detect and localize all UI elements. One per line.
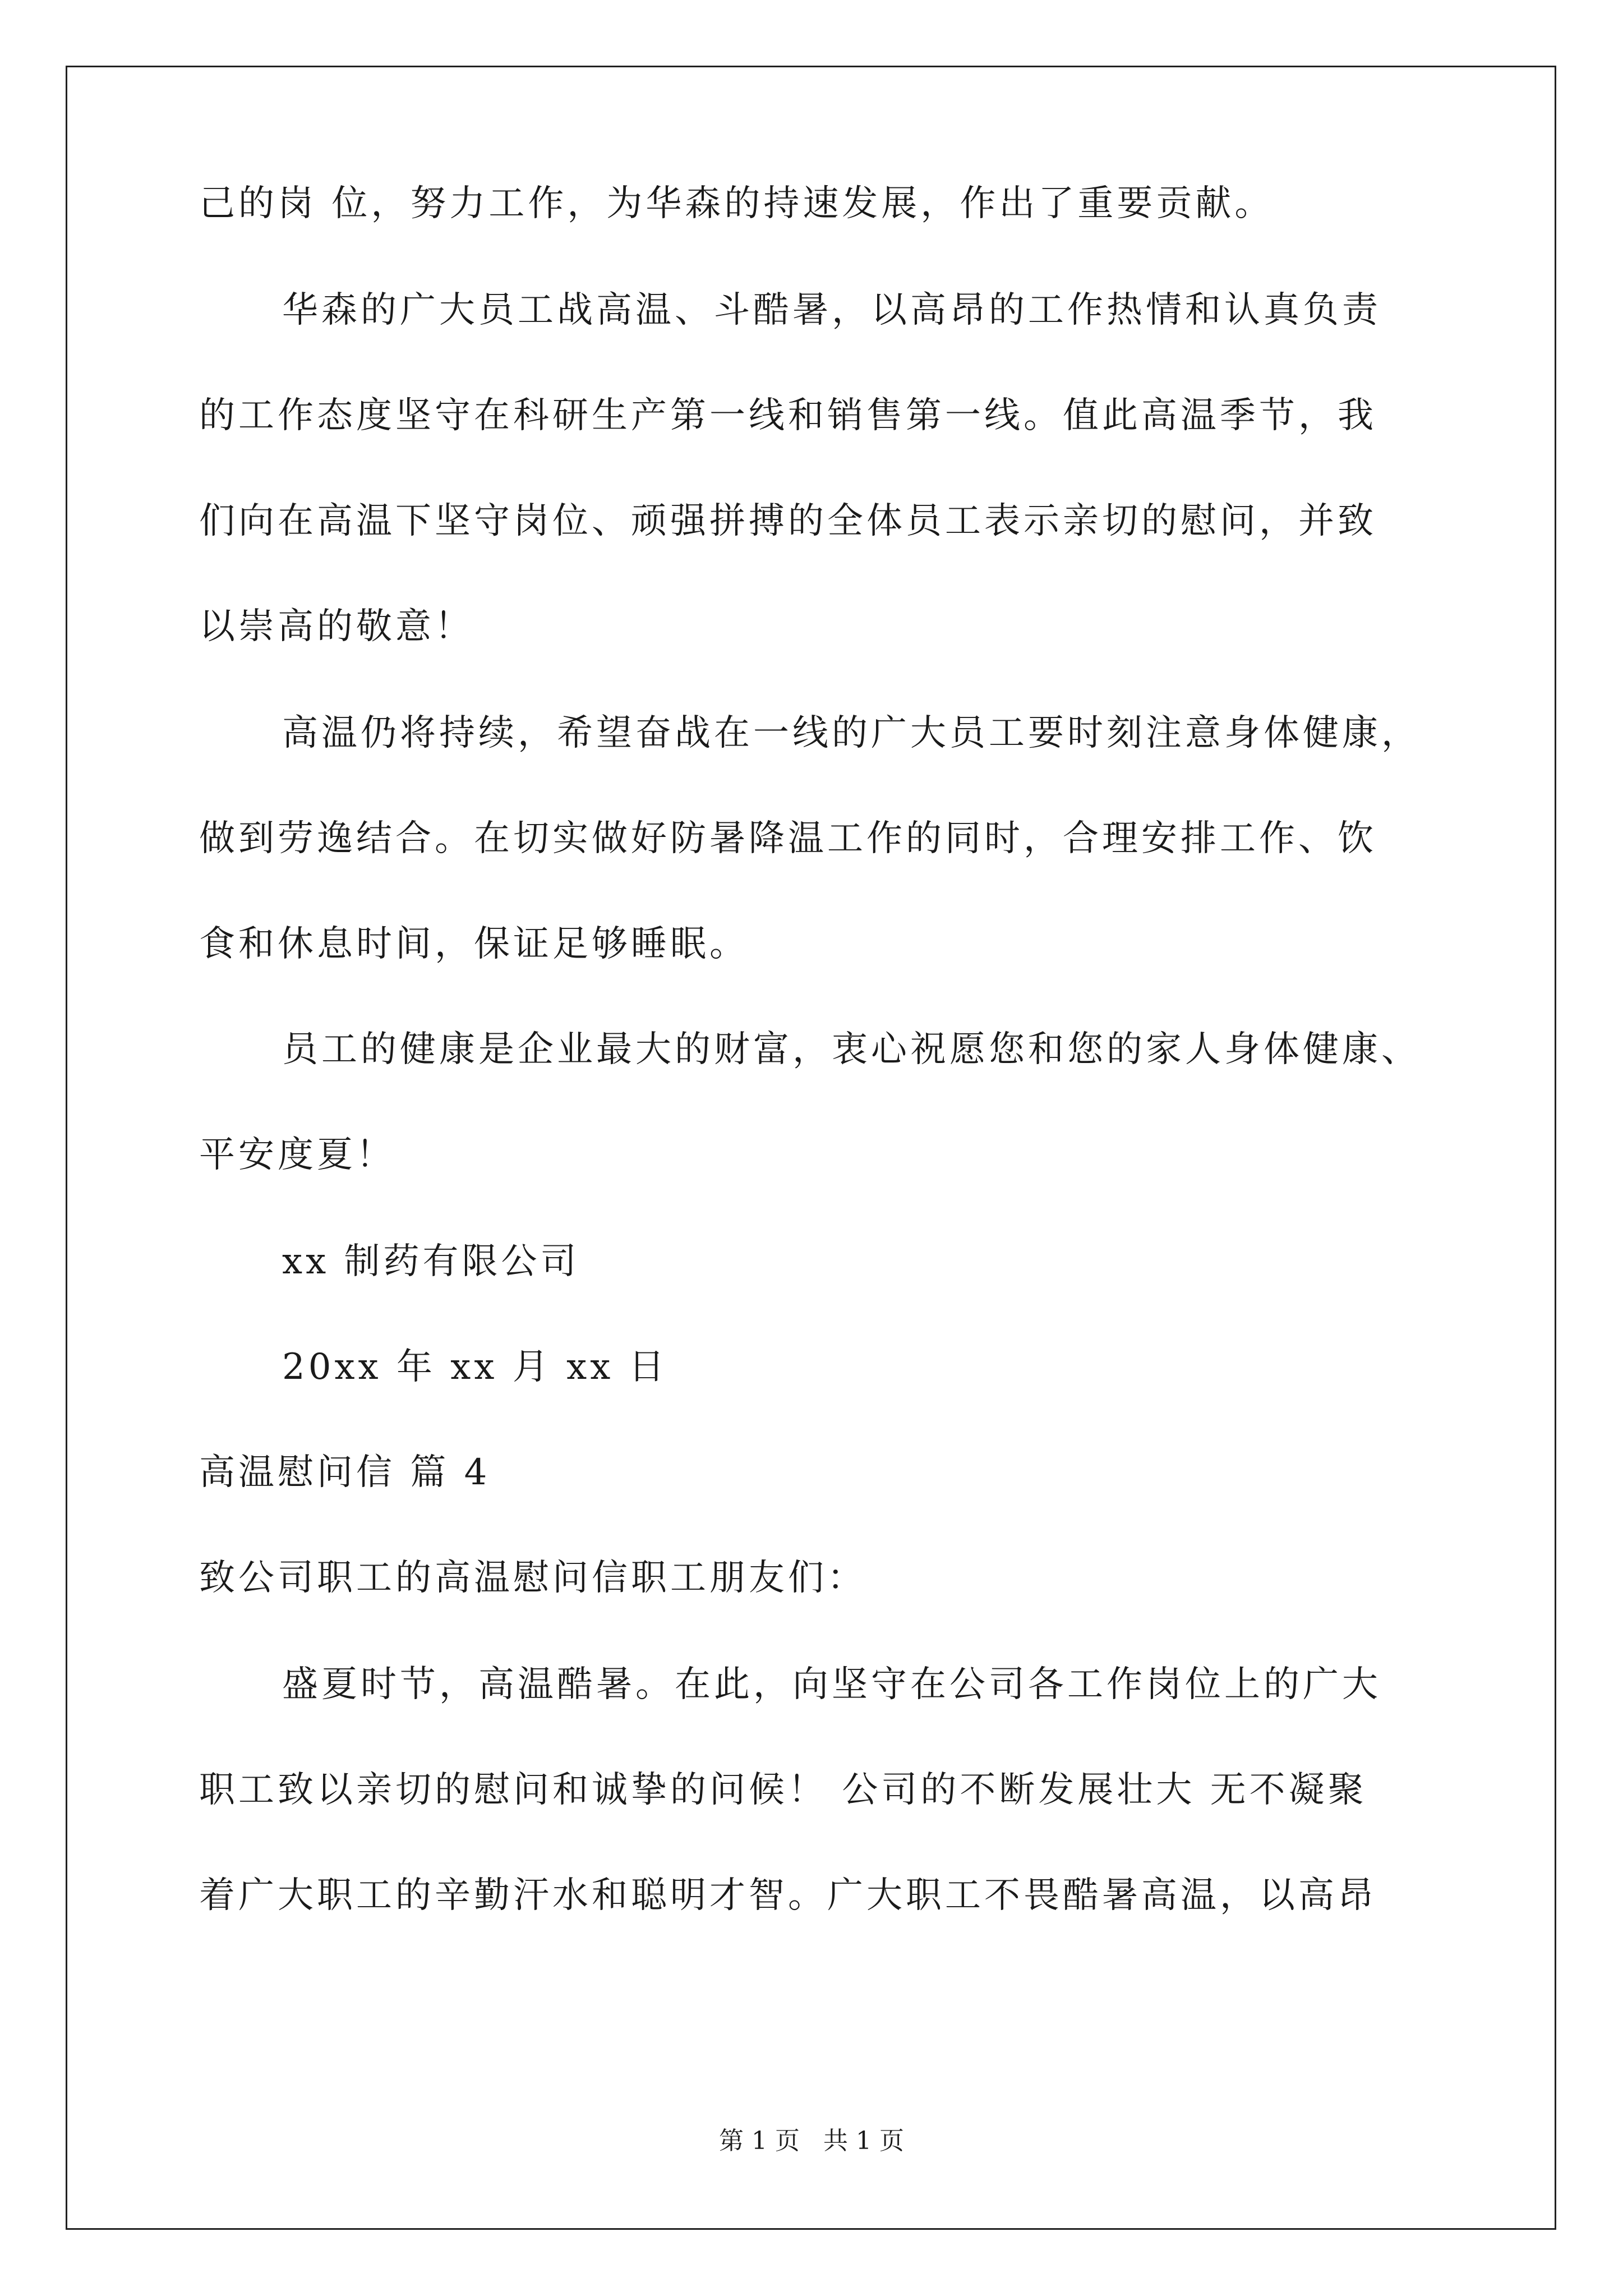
paragraph-start: 员工的健康是企业最大的财富，衷心祝愿您和您的家人身体健康、: [282, 1029, 1421, 1070]
text-line: 着广大职工的辛勤汗水和聪明才智。广大职工不畏酷暑高温，以高昂: [199, 1875, 1377, 1916]
signature-date: 20xx 年 xx 月 xx 日: [282, 1346, 668, 1388]
paragraph-start: 华森的广大员工战高温、斗酷暑，以高昂的工作热情和认真负责: [282, 289, 1381, 331]
text-line: 平安度夏！: [199, 1134, 395, 1176]
text-line: 职工致以亲切的慰问和诚挚的问候！ 公司的不断发展壮大 无不凝聚: [199, 1769, 1367, 1811]
paragraph-start: 盛夏时节，高温酷暑。在此，向坚守在公司各工作岗位上的广大: [282, 1664, 1381, 1705]
text-line: 以崇高的敬意！: [199, 606, 474, 647]
page-total: 共 1 页: [823, 2127, 904, 2155]
text-line: 们向在高温下坚守岗位、顽强拼搏的全体员工表示亲切的慰问，并致: [199, 500, 1377, 542]
text-line: 做到劳逸结合。在切实做好防暑降温工作的同时，合理安排工作、饮: [199, 818, 1377, 859]
paragraph-start: 高温仍将持续，希望奋战在一线的广大员工要时刻注意身体健康，: [282, 712, 1421, 754]
text-line: 己的岗 位，努力工作，为华森的持速发展，作出了重要贡献。: [199, 183, 1274, 224]
page-footer: [0, 2120, 1623, 2156]
section-heading: 高温慰问信 篇 4: [199, 1452, 491, 1493]
signature-company: xx 制药有限公司: [282, 1241, 580, 1282]
page-number: 第 1 页: [719, 2127, 800, 2155]
text-line: 食和休息时间，保证足够睡眠。: [199, 923, 749, 965]
letter-salutation: 致公司职工的高温慰问信职工朋友们：: [199, 1557, 866, 1599]
text-line: 的工作态度坚守在科研生产第一线和销售第一线。值此高温季节，我: [199, 395, 1377, 436]
